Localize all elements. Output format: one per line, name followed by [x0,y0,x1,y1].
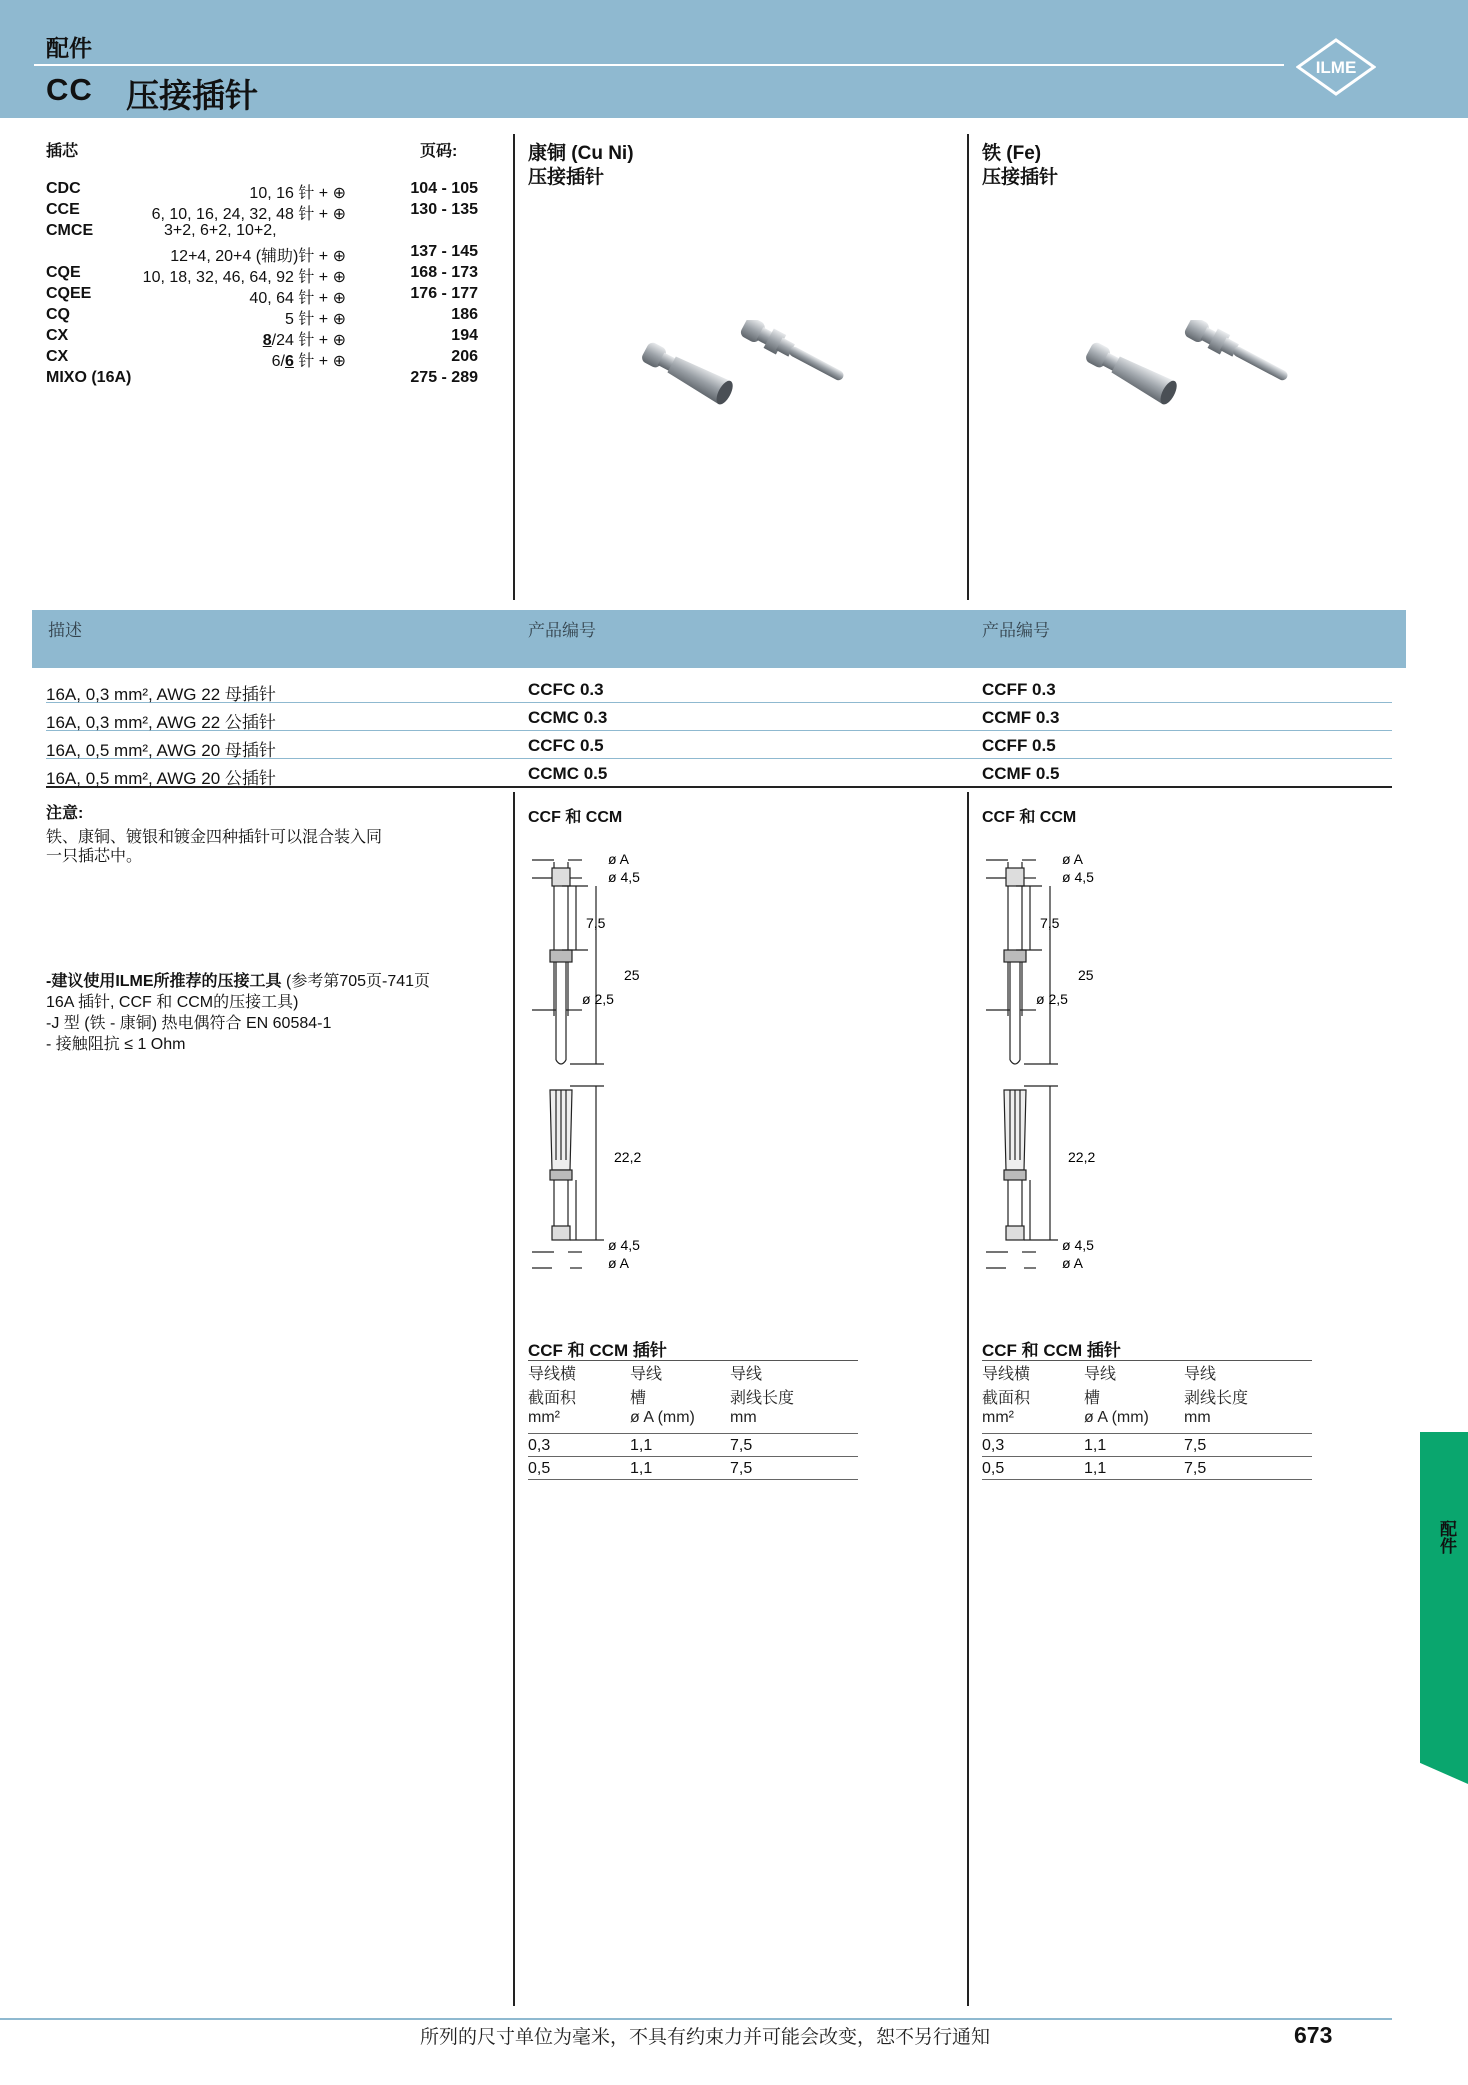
notes-line: 铁、康铜、镀银和镀金四种插针可以混合装入同 [46,829,383,846]
notes-tool: -建议使用ILME所推荐的压接工具 (参考第705页-741页 [46,973,431,990]
spec-cell: 0,3 [982,1437,1005,1454]
dim-25-label: 25 [1078,967,1094,983]
table-row [46,702,1392,731]
notes-line: 一只插芯中。 [46,848,143,865]
col-header-code-cuni: 产品编号 [528,621,596,640]
core-row [46,327,478,348]
footer-note: 所列的尺寸单位为毫米，不具有约束力并可能会改变，恕不另行通知 [420,2027,991,2048]
core-pages: 186 [451,306,478,323]
spec-header-cell: 导线 [1184,1366,1217,1383]
product-code-fe: CCFF 0.5 [982,736,1056,755]
fe-pins-photo [1064,320,1304,440]
core-name: CX [46,327,69,344]
spec-header-cell: 槽 [1084,1390,1101,1407]
dim-222-label: 22,2 [1068,1149,1096,1165]
column-divider [513,792,515,2006]
drawing-title: CCF 和 CCM [982,809,1077,826]
spec-table-title: CCF 和 CCM 插针 [982,1336,1312,1361]
dim-45-label: ø 4,5 [608,1237,640,1253]
product-code-cuni: CCFC 0.3 [528,680,604,699]
spec-header-cell: 导线横 [982,1366,1031,1383]
core-row [46,348,478,369]
spec-header-cell: 导线 [630,1366,663,1383]
ilme-logo [1296,38,1376,96]
notes-thermocouple: -J 型 (铁 - 康铜) 热电偶符合 EN 60584-1 [46,1015,332,1032]
core-pages: 168 - 173 [410,264,478,281]
spec-header-cell: 导线 [1084,1366,1117,1383]
page-title: 压接插针 [126,77,258,114]
cuni-subtitle: 压接插针 [528,167,605,188]
spec-header-row [982,1409,1312,1434]
product-code-cuni: CCMC 0.5 [528,764,608,783]
spec-cell: 7,5 [730,1437,753,1454]
core-desc: 5 针 + ⊕ [285,311,346,328]
notes-tool-line2: 16A 插针, CCF 和 CCM的压接工具) [46,994,299,1011]
dim-222-label: 22,2 [614,1149,642,1165]
dim-25d-label: ø 2,5 [582,991,614,1007]
table-row [46,758,1392,788]
core-pages: 130 - 135 [410,201,478,218]
spec-cell: 0,5 [528,1460,551,1477]
dim-75-label: 7,5 [586,915,606,931]
spec-row [528,1434,858,1457]
spec-header-cell: mm² [982,1409,1014,1426]
core-row [46,222,478,243]
spec-header-cell: 剥线长度 [1184,1390,1249,1407]
core-name: CCE [46,201,80,218]
table-row [46,674,1392,703]
core-desc: 10, 16 针 + ⊕ [249,185,346,202]
spec-cell: 1,1 [630,1437,653,1454]
dim-a-label: ø A [1062,851,1084,867]
product-code-cuni: CCFC 0.5 [528,736,604,755]
spec-header-cell: 导线横 [528,1366,577,1383]
product-code-fe: CCMF 0.3 [982,708,1060,727]
header-category: 配件 [46,35,92,61]
dim-75-label: 7,5 [1040,915,1060,931]
header-code: CC [46,72,93,107]
notes-heading: 注意: [46,805,84,822]
notes-resistance: - 接触阻抗 ≤ 1 Ohm [46,1036,186,1053]
spec-header-cell: 导线 [730,1366,763,1383]
spec-header-cell: 截面积 [982,1390,1031,1407]
product-code-cuni: CCMC 0.3 [528,708,608,727]
pin-dimension-drawing [980,840,1150,1280]
core-name: CQEE [46,285,92,302]
core-desc: 3+2, 6+2, 10+2, [164,222,277,239]
core-name: CMCE [46,222,94,239]
spec-header-cell: ø A (mm) [630,1409,695,1426]
dim-45-label: ø 4,5 [608,869,640,885]
table-header-band [32,610,1406,668]
side-tab-label: 配件 [1437,1520,1456,1554]
spec-header-row [528,1361,858,1385]
core-pages: 275 - 289 [410,369,478,386]
dim-a-label: ø A [608,1255,630,1271]
spec-header-row [528,1409,858,1434]
core-desc: 10, 18, 32, 46, 64, 92 针 + ⊕ [142,269,346,286]
core-name: CDC [46,180,81,197]
core-name: CQ [46,306,70,323]
spec-table [982,1336,1312,1480]
core-name: CX [46,348,69,365]
spec-header-cell: mm [1184,1409,1211,1426]
spec-header-cell: mm² [528,1409,560,1426]
core-row [46,243,478,264]
core-row [46,285,478,306]
spec-header-cell: ø A (mm) [1084,1409,1149,1426]
core-desc: 6/6 针 + ⊕ [271,353,346,370]
spec-header-row [982,1361,1312,1385]
spec-table-title: CCF 和 CCM 插针 [528,1336,858,1361]
core-pages: 194 [451,327,478,344]
product-desc: 16A, 0,5 mm², AWG 20 公插针 [46,769,276,788]
core-pages: 176 - 177 [410,285,478,302]
pin-dimension-drawing [526,840,696,1280]
fe-title: 铁 (Fe) [982,143,1042,164]
column-divider [967,134,969,600]
dim-25d-label: ø 2,5 [1036,991,1068,1007]
core-row [46,369,478,390]
footer-divider [0,2018,1392,2020]
spec-header-cell: 槽 [630,1390,647,1407]
product-desc: 16A, 0,3 mm², AWG 22 母插针 [46,685,276,704]
logo-text: ILME [1315,58,1357,77]
spec-cell: 1,1 [1084,1437,1107,1454]
cores-list [46,180,478,390]
spec-cell: 7,5 [1184,1437,1207,1454]
core-desc: 40, 64 针 + ⊕ [249,290,346,307]
fe-subtitle: 压接插针 [982,167,1059,188]
page-number: 673 [1294,2022,1333,2048]
spec-header-row [528,1385,858,1409]
spec-cell: 7,5 [730,1460,753,1477]
dim-a-label: ø A [1062,1255,1084,1271]
product-desc: 16A, 0,5 mm², AWG 20 母插针 [46,741,276,760]
core-desc: 8/24 针 + ⊕ [262,332,346,349]
core-desc: 12+4, 20+4 (辅助)针 + ⊕ [170,248,346,265]
spec-row [982,1457,1312,1480]
col-header-code-fe: 产品编号 [982,621,1050,640]
section-side-tab[interactable] [1420,1432,1468,1784]
spec-header-cell: 截面积 [528,1390,577,1407]
spec-row [982,1434,1312,1457]
core-pages: 104 - 105 [410,180,478,197]
page-heading: 页码: [420,143,458,160]
header-divider [34,64,1284,66]
spec-header-cell: 剥线长度 [730,1390,795,1407]
core-row [46,264,478,285]
column-divider [967,792,969,2006]
cores-heading: 插芯 [46,143,79,160]
table-row [46,730,1392,759]
core-pages: 206 [451,348,478,365]
core-row [46,201,478,222]
spec-row [528,1457,858,1480]
dim-45-label: ø 4,5 [1062,1237,1094,1253]
dim-25-label: 25 [624,967,640,983]
spec-cell: 1,1 [630,1460,653,1477]
spec-cell: 0,5 [982,1460,1005,1477]
spec-cell: 0,3 [528,1437,551,1454]
dim-a-label: ø A [608,851,630,867]
core-pages: 137 - 145 [410,243,478,260]
col-header-desc: 描述 [48,621,82,640]
column-divider [513,134,515,600]
core-name: MIXO (16A) [46,369,132,386]
product-desc: 16A, 0,3 mm², AWG 22 公插针 [46,713,276,732]
core-desc: 6, 10, 16, 24, 32, 48 针 + ⊕ [151,206,346,223]
spec-header-row [982,1385,1312,1409]
cuni-pins-photo [620,320,860,440]
dim-45-label: ø 4,5 [1062,869,1094,885]
product-code-fe: CCFF 0.3 [982,680,1056,699]
product-code-fe: CCMF 0.5 [982,764,1060,783]
spec-cell: 7,5 [1184,1460,1207,1477]
core-row [46,306,478,327]
drawing-title: CCF 和 CCM [528,809,623,826]
core-row [46,180,478,201]
cuni-title: 康铜 (Cu Ni) [528,143,634,164]
spec-header-cell: mm [730,1409,757,1426]
spec-cell: 1,1 [1084,1460,1107,1477]
spec-table [528,1336,858,1480]
core-name: CQE [46,264,81,281]
